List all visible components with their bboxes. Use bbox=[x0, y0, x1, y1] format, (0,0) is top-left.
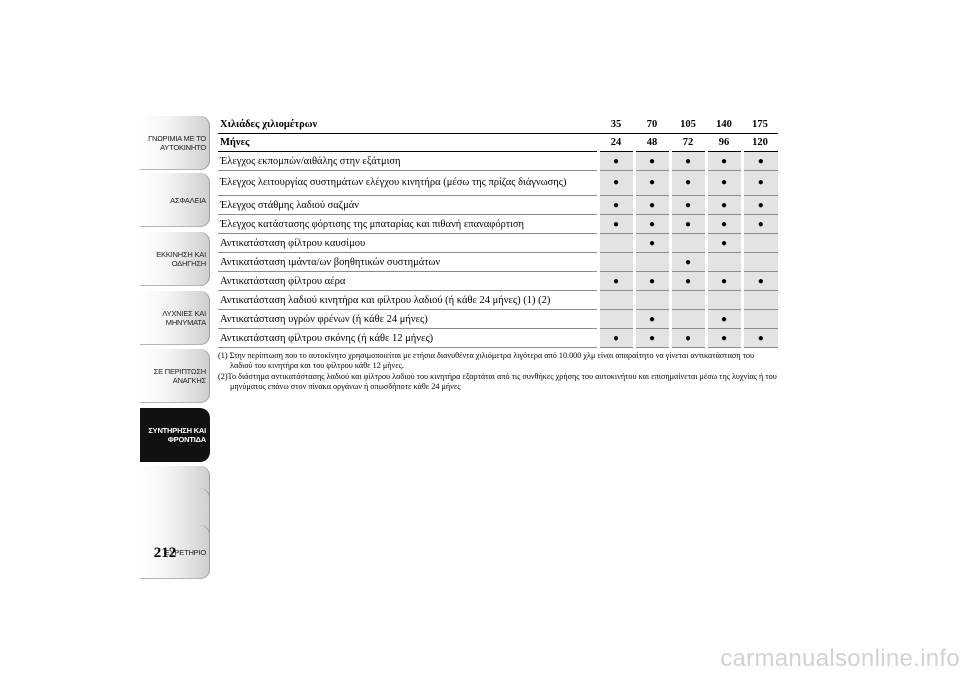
bullet-mark: ● bbox=[742, 152, 778, 171]
tab-label: ΛΥΧΝΙΕΣ ΚΑΙ ΜΗΝΥΜΑΤΑ bbox=[162, 309, 206, 327]
row-label: Έλεγχος κατάστασης φόρτισης της μπαταρίας και πιθανή επαναφόρτιση bbox=[218, 215, 598, 234]
bullet-mark: ● bbox=[706, 152, 742, 171]
tab-label: ΣΥΝΤΗΡΗΣΗ ΚΑΙ ΦΡΟΝΤΙΔΑ bbox=[148, 426, 206, 444]
bullet-mark: ● bbox=[634, 215, 670, 234]
tab-lights-messages[interactable] bbox=[140, 291, 210, 345]
tab-label: ΕΚΚΙΝΗΣΗ ΚΑΙ ΟΔΗΓΗΣΗ bbox=[156, 250, 206, 268]
km-value: 175 bbox=[742, 116, 778, 134]
header-km-label: Χιλιάδες χιλιομέτρων bbox=[218, 116, 598, 134]
bullet-mark: ● bbox=[634, 329, 670, 348]
bullet-mark: ● bbox=[706, 171, 742, 196]
header-months-label: Μήνες bbox=[218, 134, 598, 152]
watermark: carmanualsonline.info bbox=[720, 645, 960, 672]
table-row bbox=[218, 329, 778, 348]
table-body bbox=[218, 152, 778, 348]
empty-mark bbox=[598, 253, 634, 272]
row-label: Έλεγχος λειτουργίας συστημάτων ελέγχου κινητήρα (μέσω της πρίζας διάγνωσης) bbox=[218, 171, 598, 196]
bullet-mark: ● bbox=[634, 171, 670, 196]
empty-mark bbox=[706, 253, 742, 272]
footnotes bbox=[218, 351, 778, 392]
maintenance-schedule bbox=[218, 116, 778, 392]
table-row bbox=[218, 171, 778, 196]
tab-label: ΓΝΩΡΙΜΙΑ ΜΕ ΤΟ ΑΥΤΟΚΙΝΗΤΟ bbox=[148, 134, 206, 152]
bullet-mark: ● bbox=[706, 329, 742, 348]
row-label: Αντικατάσταση υγρών φρένων (ή κάθε 24 μήνες) bbox=[218, 310, 598, 329]
table-row bbox=[218, 215, 778, 234]
empty-mark bbox=[670, 234, 706, 253]
bullet-mark: ● bbox=[598, 152, 634, 171]
tab-starting-driving[interactable] bbox=[140, 232, 210, 286]
bullet-mark: ● bbox=[742, 215, 778, 234]
bullet-mark: ● bbox=[634, 196, 670, 215]
table-row bbox=[218, 291, 778, 310]
empty-mark bbox=[598, 291, 634, 310]
empty-mark bbox=[742, 253, 778, 272]
empty-mark bbox=[670, 310, 706, 329]
row-label: Αντικατάσταση ιμάντα/ων βοηθητικών συστημάτων bbox=[218, 253, 598, 272]
row-label: Έλεγχος στάθμης λαδιού σαζμάν bbox=[218, 196, 598, 215]
bullet-mark: ● bbox=[670, 196, 706, 215]
empty-mark bbox=[742, 234, 778, 253]
bullet-mark: ● bbox=[634, 310, 670, 329]
months-value: 72 bbox=[670, 134, 706, 152]
months-value: 96 bbox=[706, 134, 742, 152]
tab-safety[interactable] bbox=[140, 173, 210, 227]
row-label: Αντικατάσταση λαδιού κινητήρα και φίλτρου λαδιού (ή κάθε 24 μήνες) (1) (2) bbox=[218, 291, 598, 310]
empty-mark bbox=[598, 310, 634, 329]
table-row bbox=[218, 234, 778, 253]
empty-mark bbox=[598, 234, 634, 253]
row-label: Αντικατάσταση φίλτρου σκόνης (ή κάθε 12 μήνες) bbox=[218, 329, 598, 348]
bullet-mark: ● bbox=[634, 234, 670, 253]
footnote-2: (2)Το διάστημα αντικατάστασης λαδιού και φίλτρου λαδιού του κινητήρα εξαρτάται από τις συνθήκες χρήσης του αυτοκινήτου και επισημαίνεται μέσω της λυχνίας ή του μηνύματος επάνω στον πίνακα οργάνων ή οπωσδήποτε κάθε 24 μήνες bbox=[218, 372, 777, 391]
empty-mark bbox=[742, 291, 778, 310]
bullet-mark: ● bbox=[598, 196, 634, 215]
bullet-mark: ● bbox=[706, 234, 742, 253]
bullet-mark: ● bbox=[598, 171, 634, 196]
bullet-mark: ● bbox=[706, 272, 742, 291]
table-row bbox=[218, 272, 778, 291]
tab-getting-to-know[interactable] bbox=[140, 116, 210, 170]
page-number: 212 bbox=[153, 545, 177, 561]
km-value: 70 bbox=[634, 116, 670, 134]
km-value: 140 bbox=[706, 116, 742, 134]
bullet-mark: ● bbox=[598, 329, 634, 348]
row-label: Αντικατάσταση φίλτρου καυσίμου bbox=[218, 234, 598, 253]
table-row bbox=[218, 310, 778, 329]
row-label: Αντικατάσταση φίλτρου αέρα bbox=[218, 272, 598, 291]
bullet-mark: ● bbox=[598, 272, 634, 291]
km-value: 105 bbox=[670, 116, 706, 134]
bullet-mark: ● bbox=[670, 329, 706, 348]
tab-maintenance-care[interactable] bbox=[140, 408, 210, 462]
bullet-mark: ● bbox=[598, 215, 634, 234]
empty-mark bbox=[706, 291, 742, 310]
table-row bbox=[218, 253, 778, 272]
months-value: 48 bbox=[634, 134, 670, 152]
bullet-mark: ● bbox=[706, 310, 742, 329]
header-km-row bbox=[218, 116, 778, 134]
empty-mark bbox=[670, 291, 706, 310]
km-value: 35 bbox=[598, 116, 634, 134]
months-value: 24 bbox=[598, 134, 634, 152]
table-row bbox=[218, 196, 778, 215]
tab-label: ΑΣΦΑΛΕΙΑ bbox=[170, 195, 206, 205]
months-value: 120 bbox=[742, 134, 778, 152]
bullet-mark: ● bbox=[742, 171, 778, 196]
row-label: Έλεγχος εκπομπών/αιθάλης στην εξάτμιση bbox=[218, 152, 598, 171]
empty-mark bbox=[634, 291, 670, 310]
empty-mark bbox=[634, 253, 670, 272]
bullet-mark: ● bbox=[742, 329, 778, 348]
table-row bbox=[218, 152, 778, 171]
bullet-mark: ● bbox=[742, 196, 778, 215]
bullet-mark: ● bbox=[742, 272, 778, 291]
bullet-mark: ● bbox=[670, 272, 706, 291]
bullet-mark: ● bbox=[670, 253, 706, 272]
bullet-mark: ● bbox=[670, 215, 706, 234]
tab-label: ΕΥΡΕΤΗΡΙΟ bbox=[164, 547, 206, 557]
bullet-mark: ● bbox=[634, 272, 670, 291]
empty-mark bbox=[742, 310, 778, 329]
tab-label: ΣΕ ΠΕΡΙΠΤΩΣΗ ΑΝΑΓΚΗΣ bbox=[153, 367, 206, 385]
bullet-mark: ● bbox=[706, 196, 742, 215]
header-months-row bbox=[218, 134, 778, 152]
bullet-mark: ● bbox=[706, 215, 742, 234]
footnote-1: (1) Στην περίπτωση που το αυτοκίνητο χρησιμοποιείται με ετήσια διανυθέντα χιλιόμετρα λιγότερα από 10.000 χλμ είναι απαραίτητο να γίνεται αντικατάσταση του λαδιού του κινητήρα και του φίλτρου κάθε 12 μήνες. bbox=[218, 351, 755, 370]
bullet-mark: ● bbox=[670, 171, 706, 196]
bullet-mark: ● bbox=[634, 152, 670, 171]
maintenance-table bbox=[218, 116, 778, 348]
tab-emergency[interactable] bbox=[140, 349, 210, 403]
bullet-mark: ● bbox=[670, 152, 706, 171]
